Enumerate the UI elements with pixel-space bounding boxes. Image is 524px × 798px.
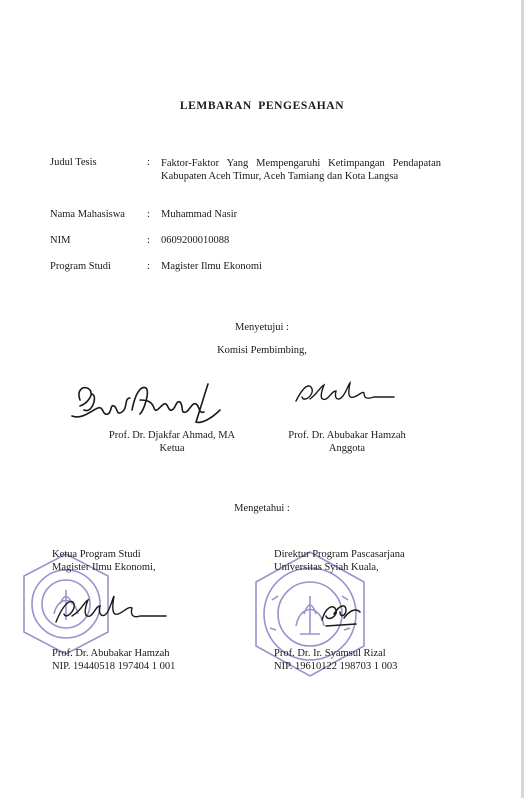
approval-heading: Menyetujui : [235,322,289,333]
field-value-program: Magister Ilmu Ekonomi [161,261,262,272]
field-colon-nim: : [147,235,150,246]
program-head-title: Ketua Program Studi [52,549,141,560]
page-title: LEMBARAN PENGESAHAN [179,100,345,112]
field-label-nim: NIM [50,235,71,246]
director-name: Prof. Dr. Ir. Syamsul Rizal [274,648,386,659]
field-value-nim: 0609200010088 [161,235,230,246]
advisor1-signature [62,370,232,428]
program-head-program: Magister Ilmu Ekonomi, [52,562,156,573]
program-head-signature [50,588,170,630]
director-title: Direktur Program Pascasarjana [274,549,405,560]
field-value-thesis: Faktor-Faktor Yang Mempengaruhi Ketimpangan Pendapatan Kabupaten Aceh Timur, Aceh Tamiang dan Kota Langsa [161,158,441,182]
director-signature [316,596,366,630]
field-label-program: Program Studi [50,261,111,272]
field-value-name: Muhammad Nasir [161,209,238,220]
field-colon-name: : [147,209,150,220]
advisor1-role: Ketua [159,443,185,454]
program-head-name: Prof. Dr. Abubakar Hamzah [52,648,170,659]
committee-label: Komisi Pembimbing, [217,345,307,356]
advisor2-name: Prof. Dr. Abubakar Hamzah [288,430,406,441]
advisor2-role: Anggota [328,443,366,454]
director-nip: NIP. 19610122 198703 1 003 [274,661,398,672]
field-colon-thesis: : [147,157,150,168]
field-label-thesis: Judul Tesis [50,157,97,168]
acknowledgement-heading: Mengetahui : [234,503,290,514]
advisor2-signature [290,375,400,411]
director-university: Universitas Syiah Kuala, [274,562,379,573]
field-colon-program: : [147,261,150,272]
field-label-name: Nama Mahasiswa [50,209,125,220]
program-head-nip: NIP. 19440518 197404 1 001 [52,661,176,672]
advisor1-name: Prof. Dr. Djakfar Ahmad, MA [108,430,236,441]
